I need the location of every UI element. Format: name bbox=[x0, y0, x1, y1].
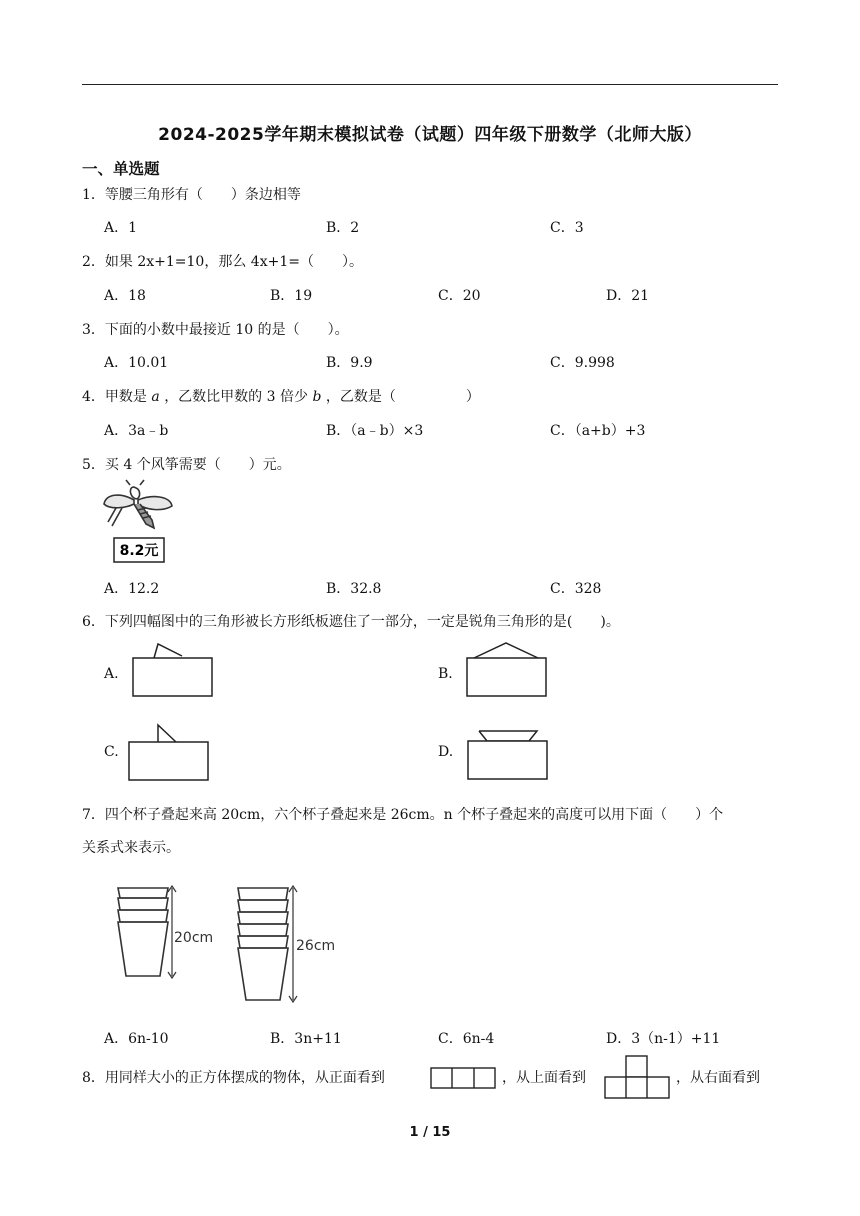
q4-option-c[interactable]: C．（a+b）+3 bbox=[550, 423, 646, 439]
q6-option-a-label[interactable]: A. bbox=[104, 666, 119, 682]
question-7-stem-line1: 7．四个杯子叠起来高 20cm，六个杯子叠起来是 26cm。n 个杯子叠起来的高度可以用下面（ ）个 bbox=[82, 807, 724, 823]
question-3-stem: 3．下面的小数中最接近 10 的是（ ）。 bbox=[82, 322, 349, 338]
cups-image bbox=[108, 884, 348, 1008]
q5-option-c[interactable]: C．328 bbox=[550, 581, 602, 597]
kite-icon bbox=[104, 480, 172, 528]
q4-stem-suffix: ，乙数是（ ） bbox=[325, 389, 480, 405]
question-8-stem-a: 8．用同样大小的正方体摆成的物体，从正面看到 bbox=[82, 1070, 385, 1086]
question-7-stem-line2: 关系式来表示。 bbox=[82, 840, 180, 856]
q6-option-c-label[interactable]: C. bbox=[104, 744, 119, 760]
q7-option-b[interactable]: B．3n+11 bbox=[270, 1031, 342, 1047]
q7-option-a[interactable]: A．6n-10 bbox=[104, 1031, 169, 1047]
q3-option-c[interactable]: C．9.998 bbox=[550, 355, 615, 371]
question-8-stem-b: ，从上面看到 bbox=[502, 1070, 586, 1086]
question-1-stem: 1．等腰三角形有（ ）条边相等 bbox=[82, 187, 301, 203]
q2-option-b[interactable]: B．19 bbox=[270, 288, 313, 304]
q6-option-d-label[interactable]: D. bbox=[438, 744, 454, 760]
question-5-stem: 5．买 4 个风筝需要（ ）元。 bbox=[82, 457, 291, 473]
cup-stack-six bbox=[238, 888, 288, 1000]
q6-figure-d bbox=[467, 727, 549, 782]
price-tag-label: 8.2元 bbox=[119, 543, 159, 559]
q1-option-c[interactable]: C．3 bbox=[550, 220, 584, 236]
q4-stem-mid: ，乙数比甲数的 3 倍少 bbox=[164, 389, 308, 405]
front-view-figure bbox=[430, 1066, 496, 1090]
q4-stem-prefix: 4．甲数是 bbox=[82, 389, 147, 405]
q7-option-d[interactable]: D．3（n-1）+11 bbox=[606, 1031, 721, 1047]
page-title: 2024-2025学年期末模拟试卷（试题）四年级下册数学（北师大版） bbox=[158, 125, 702, 145]
q5-option-b[interactable]: B．32.8 bbox=[326, 581, 382, 597]
q2-option-d[interactable]: D．21 bbox=[606, 288, 650, 304]
q5-option-a[interactable]: A．12.2 bbox=[104, 581, 160, 597]
q4-option-a[interactable]: A．3a﹣b bbox=[104, 423, 169, 439]
q7-option-c[interactable]: C．6n-4 bbox=[438, 1031, 495, 1047]
q4-var-b: b bbox=[312, 389, 322, 405]
question-8-stem-c: ，从右面看到 bbox=[676, 1070, 760, 1086]
q2-option-c[interactable]: C．20 bbox=[438, 288, 481, 304]
q4-option-b[interactable]: B．（a﹣b）×3 bbox=[326, 423, 424, 439]
q1-option-b[interactable]: B．2 bbox=[326, 220, 360, 236]
q3-option-a[interactable]: A．10.01 bbox=[104, 355, 169, 371]
cup-stack-four bbox=[118, 888, 168, 976]
header-rule bbox=[82, 84, 778, 85]
kite-price-image bbox=[100, 482, 175, 568]
page-number: 1 / 15 bbox=[409, 1125, 451, 1140]
cup-height-label-right: 26cm bbox=[296, 938, 336, 954]
question-6-stem: 6．下列四幅图中的三角形被长方形纸板遮住了一部分，一定是锐角三角形的是( )。 bbox=[82, 614, 620, 630]
cup-height-label-left: 20cm bbox=[174, 930, 214, 946]
q6-figure-a bbox=[132, 640, 214, 698]
section-heading: 一、单选题 bbox=[82, 160, 160, 178]
q6-option-b-label[interactable]: B. bbox=[438, 666, 453, 682]
top-view-figure bbox=[604, 1054, 670, 1100]
question-2-stem: 2．如果 2x+1=10，那么 4x+1=（ ）。 bbox=[82, 254, 363, 270]
q1-option-a[interactable]: A．1 bbox=[104, 220, 138, 236]
q4-var-a: a bbox=[151, 389, 160, 405]
q6-figure-c bbox=[128, 722, 210, 782]
question-4-stem bbox=[82, 387, 480, 407]
q3-option-b[interactable]: B．9.9 bbox=[326, 355, 373, 371]
q2-option-a[interactable]: A．18 bbox=[104, 288, 146, 304]
q6-figure-b bbox=[466, 640, 548, 698]
